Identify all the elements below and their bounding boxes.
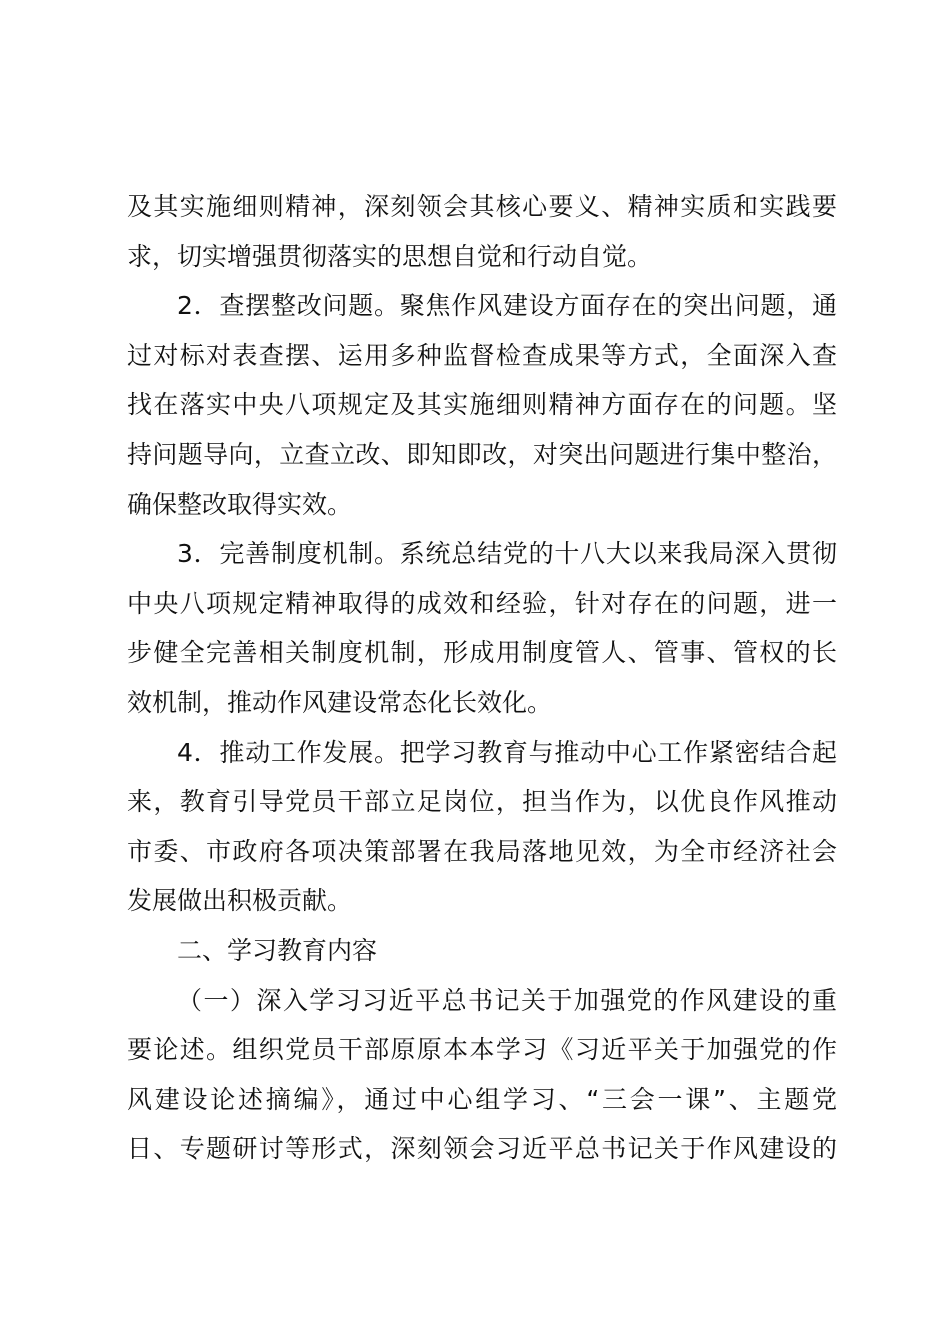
body-line: 及其实施细则精神，深刻领会其核心要义、精神实质和实践要 <box>127 192 837 221</box>
body-line: 效机制，推动作风建设常态化长效化。 <box>127 687 553 717</box>
body-line: 市委、市政府各项决策部署在我局落地见效，为全市经济社会 <box>127 836 837 866</box>
body-line: 要论述。组织党员干部原原本本学习《习近平关于加强党的作 <box>127 1035 837 1065</box>
body-line: 中央八项规定精神取得的成效和经验，针对存在的问题，进一 <box>127 588 837 618</box>
body-line: 找在落实中央八项规定及其实施细则精神方面存在的问题。坚 <box>127 390 837 420</box>
body-line: 日、专题研讨等形式，深刻领会习近平总书记关于作风建设的 <box>127 1134 837 1164</box>
body-line: 来，教育引导党员干部立足岗位，担当作为，以优良作风推动 <box>127 787 837 817</box>
body-line: 确保整改取得实效。 <box>127 489 353 519</box>
body-line: 发展做出积极贡献。 <box>127 886 353 916</box>
body-line: 2．查摆整改问题。聚焦作风建设方面存在的突出问题，通 <box>177 291 837 321</box>
body-line: 过对标对表查摆、运用多种监督检查成果等方式，全面深入查 <box>127 340 837 370</box>
body-line: 风建设论述摘编》，通过中心组学习、“三会一课”、主题党 <box>127 1084 837 1114</box>
body-line: 步健全完善相关制度机制，形成用制度管人、管事、管权的长 <box>127 638 837 668</box>
body-line: 4．推动工作发展。把学习教育与推动中心工作紧密结合起 <box>177 737 837 767</box>
body-line: 持问题导向，立查立改、即知即改，对突出问题进行集中整治， <box>127 439 837 469</box>
body-line: 3．完善制度机制。系统总结党的十八大以来我局深入贯彻 <box>177 539 837 569</box>
body-line: （一）深入学习习近平总书记关于加强党的作风建设的重 <box>177 985 837 1015</box>
document-body <box>127 182 837 1174</box>
body-line: 求，切实增强贯彻落实的思想自觉和行动自觉。 <box>127 241 653 271</box>
section-heading: 二、学习教育内容 <box>177 935 378 965</box>
